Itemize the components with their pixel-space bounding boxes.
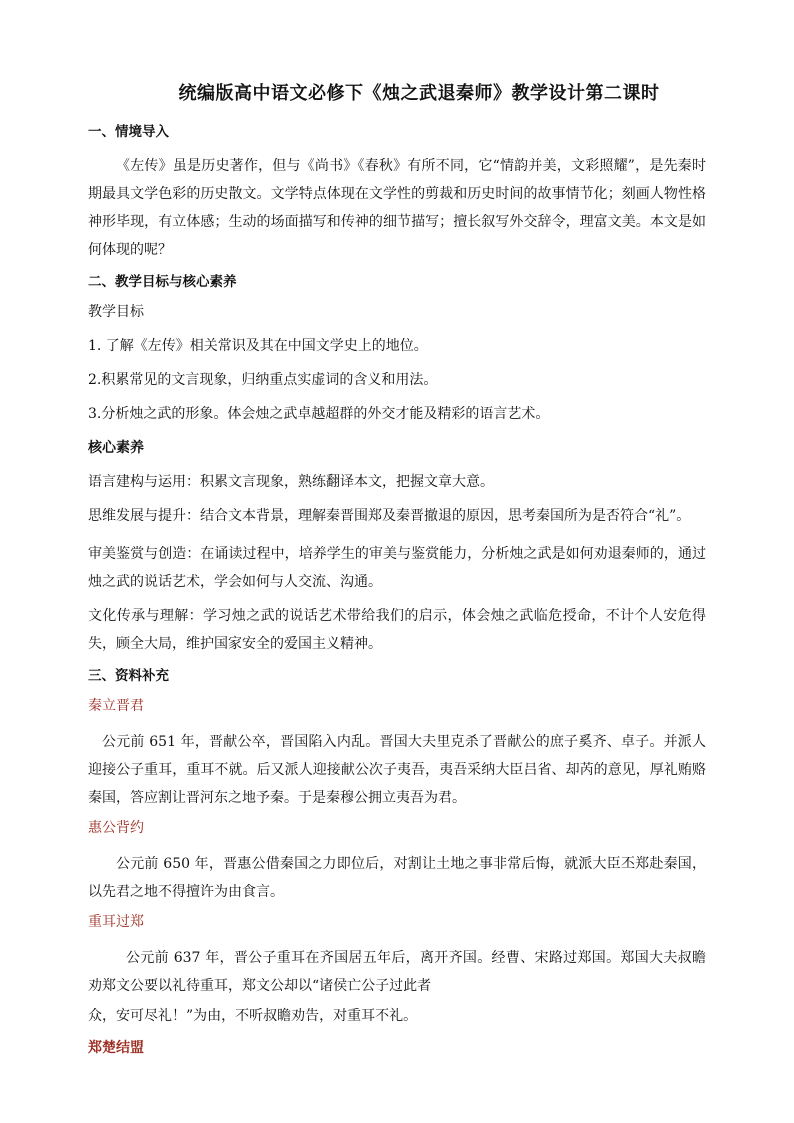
- core-item-3: 审美鉴赏与创造：在诵读过程中，培养学生的审美与鉴赏能力，分析烛之武是如何劝退秦师的，通过烛之武的说话艺术，学会如何与人交流、沟通。: [88, 546, 706, 590]
- section-heading-goals: 二、教学目标与核心素养: [88, 274, 237, 290]
- material-text-3: 公元前 637 年，晋公子重耳在齐国居五年后，离开齐国。经曹、宋路过郑国。郑国大夫叔瞻劝郑文公要以礼待重耳，郑文公却以“诸侯亡公子过此者: [88, 950, 706, 994]
- core-item-4: 文化传承与理解：学习烛之武的说话艺术带给我们的启示，体会烛之武临危授命，不计个人安危得失，顾全大局，维护国家安全的爱国主义精神。: [88, 608, 706, 652]
- document-title: 统编版高中语文必修下《烛之武退秦师》教学设计第二课时: [178, 83, 660, 104]
- material-label-4: 郑楚结盟: [88, 1040, 144, 1056]
- core-item-1: 语言建构与运用：积累文言现象，熟练翻译本文，把握文章大意。: [88, 474, 494, 490]
- section-heading-intro: 一、情境导入: [88, 124, 169, 140]
- intro-paragraph: 《左传》虽是历史著作，但与《尚书》《春秋》有所不同，它“情韵并美，文彩照耀”，是先秦时期最具文学色彩的历史散文。文学特点体现在文学性的剪裁和历史时间的故事情节化；刻画人物性格神形毕现，有立体感；生动的场面描写和传神的细节描写；擅长叙写外交辞令，理富文美。本文是如何体现的呢？: [88, 158, 706, 258]
- goals-label: 教学目标: [88, 304, 144, 320]
- goal-item-3: 3.分析烛之武的形象。体会烛之武卓越超群的外交才能及精彩的语言艺术。: [88, 406, 550, 422]
- goal-item-2: 2.积累常见的文言现象，归纳重点实虚词的含义和用法。: [88, 372, 438, 388]
- document-page: [88, 80, 706, 1070]
- core-item-2: 思维发展与提升：结合文本背景，理解秦晋围郑及秦晋撤退的原因，思考秦国所为是否符合“礼”。: [88, 508, 691, 524]
- core-label: 核心素养: [88, 440, 144, 456]
- material-text-2: 公元前 650 年，晋惠公借秦国之力即位后，对割让土地之事非常后悔，就派大臣丕郑赴秦国，以先君之地不得擅许为由食言。: [88, 856, 706, 900]
- section-heading-materials: 三、资料补充: [88, 668, 169, 684]
- material-label-2: 惠公背约: [88, 820, 144, 836]
- material-text-1: 公元前 651 年，晋献公卒，晋国陷入内乱。晋国大夫里克杀了晋献公的庶子奚齐、卓子。并派人迎接公子重耳，重耳不就。后又派人迎接献公次子夷吾，夷吾采纳大臣吕省、却芮的意见，厚礼贿赂秦国，答应割让晋河东之地予秦。于是秦穆公拥立夷吾为君。: [88, 734, 706, 806]
- goal-item-1: 1. 了解《左传》相关常识及其在中国文学史上的地位。: [88, 338, 428, 354]
- material-text-3-continued: 众，安可尽礼！”为由，不听叔瞻劝告，对重耳不礼。: [88, 1008, 418, 1024]
- material-label-3: 重耳过郑: [88, 914, 144, 930]
- material-label-1: 秦立晋君: [88, 698, 144, 714]
